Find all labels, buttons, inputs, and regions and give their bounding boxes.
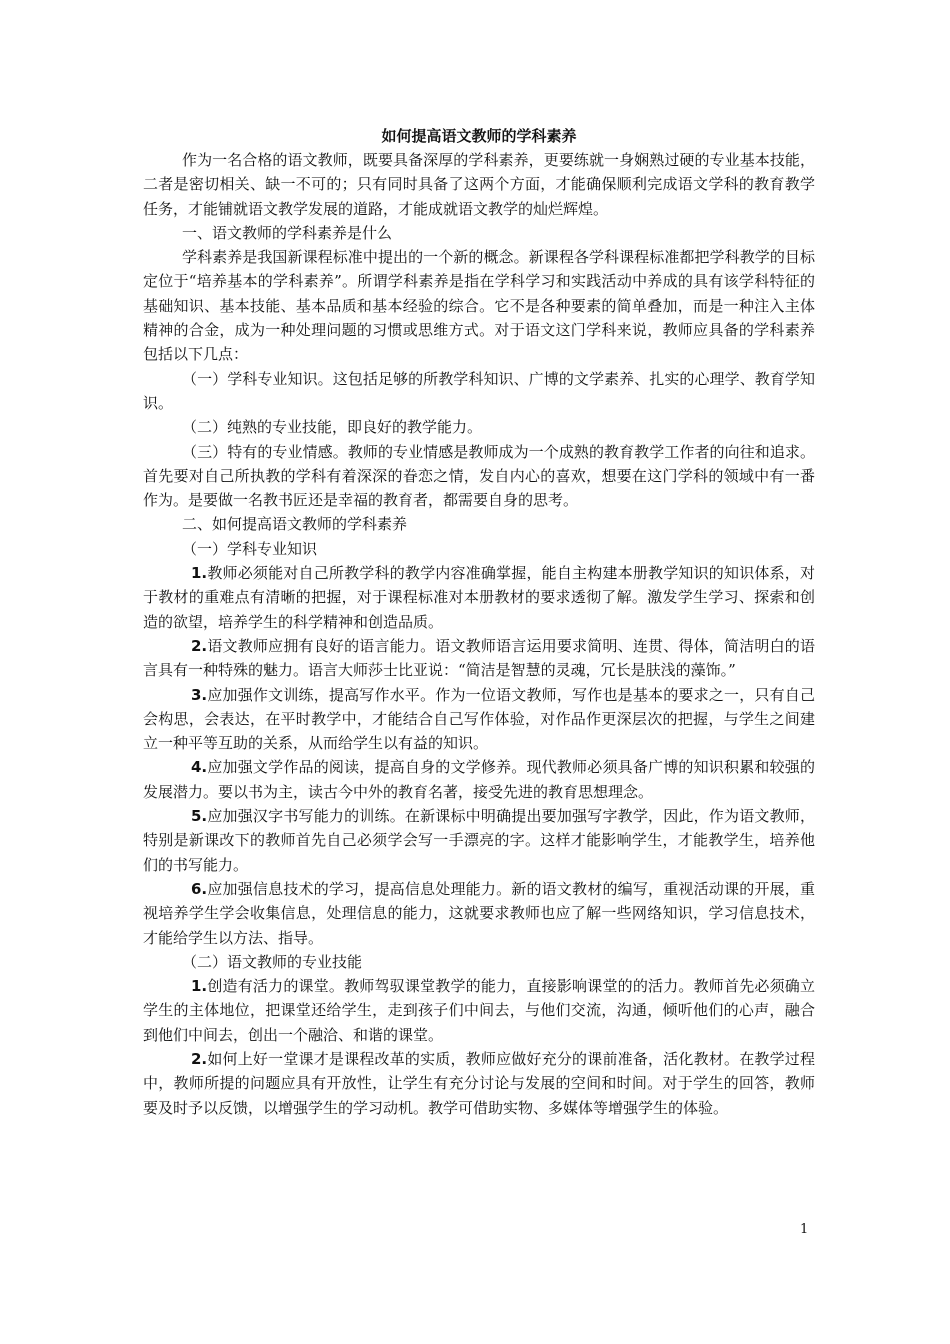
list-item bbox=[143, 683, 815, 756]
list-item-text: 应加强信息技术的学习，提高信息处理能力。新的语文教材的编写，重视活动课的开展，重视培养学生学会收集信息，处理信息的能力，这就要求教师也应了解一些网络知识，学习信息技术，才能给学生以方法、指导。 bbox=[143, 879, 815, 947]
list-item-text: 如何上好一堂课才是课程改革的实质，教师应做好充分的课前准备，活化教材。在教学过程中，教师所提的问题应具有开放性，让学生有充分讨论与发展的空间和时间。对于学生的回答，教师要及时予以反馈，以增强学生的学习动机。教学可借助实物、多媒体等增强学生的体验。 bbox=[143, 1049, 815, 1117]
document-body bbox=[143, 124, 815, 1120]
list-item-text: 应加强作文训练，提高写作水平。作为一位语文教师，写作也是基本的要求之一，只有自己会构思，会表达，在平时教学中，才能结合自己写作体验，对作品作更深层次的把握，与学生之间建立一种平等互助的关系，从而给学生以有益的知识。 bbox=[143, 685, 815, 753]
list-item bbox=[143, 634, 815, 683]
paragraph-knowledge: （一）学科专业知识。这包括足够的所教学科知识、广博的文学素养、扎实的心理学、教育学知识。 bbox=[143, 369, 815, 412]
list-item bbox=[143, 755, 815, 804]
paragraph-skills: （二）纯熟的专业技能，即良好的教学能力。 bbox=[182, 418, 483, 437]
list-item-text: 应加强汉字书写能力的训练。在新课标中明确提出要加强写字教学，因此，作为语文教师，特别是新课改下的教师首先自己必须学会写一手漂亮的字。这样才能影响学生，才能教学生，培养他们的书写能力。 bbox=[143, 807, 815, 874]
paragraph-intro: 作为一名合格的语文教师，既要具备深厚的学科素养，更要练就一身娴熟过硬的专业基本技能，二者是密切相关、缺一不可的；只有同时具备了这两个方面，才能确保顺利完成语文学科的教育教学任务，才能铺就语文教学发展的道路，才能成就语文教学的灿烂辉煌。 bbox=[143, 151, 815, 218]
list-item-number: 2. bbox=[191, 636, 208, 655]
list-item bbox=[143, 561, 815, 634]
section-heading-1: 一、语文教师的学科素养是什么 bbox=[182, 223, 393, 242]
paragraph-definition: 学科素养是我国新课程标准中提出的一个新的概念。新课程各学科课程标准都把学科教学的目标定位于“培养基本的学科素养”。所谓学科素养是指在学科学习和实践活动中养成的具有该学科特征的基础知识、基本技能、基本品质和基本经验的综合。它不是各种要素的简单叠加，而是一种注入主体精神的合金，成为一种处理问题的习惯或思维方式。对于语文这门学科来说，教师应具备的学科素养包括以下几点： bbox=[143, 248, 815, 364]
list-item-number: 1. bbox=[191, 977, 208, 996]
list-item-number: 4. bbox=[191, 758, 208, 777]
list-item-number: 3. bbox=[191, 685, 208, 704]
list-item-text: 创造有活力的课堂。教师驾驭课堂教学的能力，直接影响课堂的的活力。教师首先必须确立学生的主体地位，把课堂还给学生，走到孩子们中间去，与他们交流，沟通，倾听他们的心声，融合到他们中间去，创出一个融洽、和谐的课堂。 bbox=[143, 977, 815, 1044]
list-item bbox=[143, 974, 815, 1047]
subsection-heading-2: （二）语文教师的专业技能 bbox=[182, 952, 363, 971]
paragraph-emotion: （三）特有的专业情感。教师的专业情感是教师成为一个成熟的教育教学工作者的向往和追求。首先要对自己所执教的学科有着深深的眷恋之情，发自内心的喜欢，想要在这门学科的领域中有一番作为。是要做一名教书匠还是幸福的教育者，都需要自身的思考。 bbox=[143, 442, 815, 510]
document-title: 如何提高语文教师的学科素养 bbox=[381, 127, 577, 145]
section-heading-2: 二、如何提高语文教师的学科素养 bbox=[182, 515, 408, 534]
list-item-text: 语文教师应拥有良好的语言能力。语文教师语言运用要求简明、连贯、得体，简洁明白的语言具有一种特殊的魅力。语言大师莎士比亚说：“简洁是智慧的灵魂，冗长是肤浅的藻饰。” bbox=[143, 636, 815, 680]
list-item-text: 应加强文学作品的阅读，提高自身的文学修养。现代教师必须具备广博的知识积累和较强的发展潜力。要以书为主，读古今中外的教育名著，接受先进的教育思想理念。 bbox=[143, 758, 815, 801]
list-item bbox=[143, 804, 815, 877]
list-item-number: 1. bbox=[191, 564, 208, 583]
page-number: 1 bbox=[800, 1222, 809, 1237]
list-item-number: 2. bbox=[191, 1049, 208, 1068]
list-item-number: 6. bbox=[191, 879, 208, 898]
list-item bbox=[143, 877, 815, 950]
list-item-text: 教师必须能对自己所教学科的教学内容准确掌握，能自主构建本册教学知识的知识体系，对于教材的重难点有清晰的把握，对于课程标准对本册教材的要求透彻了解。激发学生学习、探索和创造的欲望，培养学生的科学精神和创造品质。 bbox=[143, 564, 815, 631]
subsection-heading-1: （一）学科专业知识 bbox=[182, 539, 318, 558]
list-item bbox=[143, 1047, 815, 1120]
list-item-number: 5. bbox=[191, 807, 208, 826]
